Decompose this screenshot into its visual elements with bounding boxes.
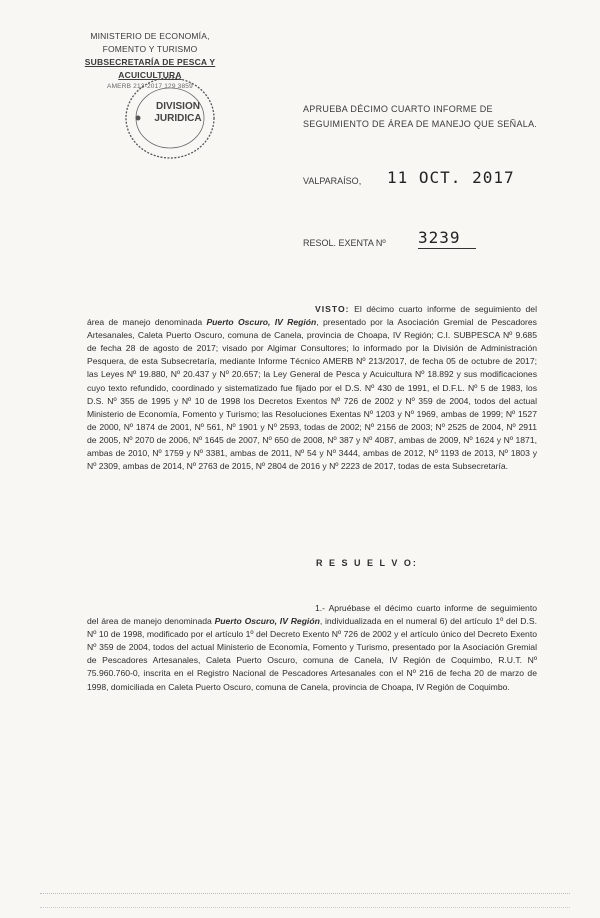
visto-paragraph <box>87 303 537 473</box>
reference-code: AMERB 213-2017 129 3859 <box>107 83 193 90</box>
resuelvo-text-1: Apruébase el décimo cuarto informe de seguimiento del área de manejo denominada <box>87 603 537 627</box>
stamp-text <box>148 101 208 125</box>
resolution-number: 3239 <box>418 228 461 247</box>
resuelvo-paragraph-1 <box>87 602 537 694</box>
place-label: VALPARAÍSO, <box>303 176 362 186</box>
resuelvo-heading: R E S U E L V O: <box>316 558 418 568</box>
stamp-line-2: JURIDICA <box>154 113 202 124</box>
ministry-line-2: FOMENTO Y TURISMO <box>102 44 198 54</box>
division-juridica-stamp <box>118 73 218 163</box>
stamp-line-1: DIVISION <box>156 101 200 112</box>
resolution-label: RESOL. EXENTA Nº <box>303 238 386 248</box>
bottom-divider-2 <box>40 907 570 908</box>
date-stamp: 11 OCT. 2017 <box>387 168 515 187</box>
resolution-underline <box>418 248 476 249</box>
resuelvo-area-name: Puerto Oscuro, IV Región <box>214 616 320 627</box>
ministry-line-1: MINISTERIO DE ECONOMÍA, <box>90 31 210 41</box>
subsecretaria-line: SUBSECRETARÍA DE PESCA Y ACUICULTURA <box>84 57 216 80</box>
visto-area-name: Puerto Oscuro, IV Región <box>206 317 317 328</box>
visto-text-1: El décimo cuarto informe de seguimiento del área de manejo denominada <box>87 304 537 328</box>
resuelvo-number: 1.- <box>315 603 326 613</box>
resuelvo-text-2: , individualizada en el numeral 6) del artículo 1º del D.S. Nº 10 de 1998, modificado por el artículo 1º del Decreto Exento Nº 726 de 2002 y el artículo único del Decreto Exento Nº 359 de 2004, todos del actual Ministerio de Economía, Fomento y Turismo, presentado por la Asociación Gremial de Pescadores Artesanales, Caleta Puerto Oscuro, comuna de Canela, IV Región de Coquimbo, R.U.T. Nº 75.960.760-0, inscrita en el Registro Nacional de Pescadores Artesanales con el Nº 216 de fecha 20 de marzo de 1998, domiciliada en Caleta Puerto Oscuro, comuna de Canela, provincia de Choapa, IV Región de Coquimbo. <box>87 616 537 692</box>
bottom-divider <box>40 893 570 894</box>
visto-keyword: VISTO: <box>315 304 350 314</box>
visto-text-2: , presentado por la Asociación Gremial de Pescadores Artesanales, Caleta Puerto Oscuro, comuna de Canela, provincia de Choapa, IV Región; C.I. SUBPESCA Nº 9.685 de fecha 28 de agosto de 2017; visado por Algimar Consultores; lo informado por la División de Administración Pesquera, de esta Subsecretaría, mediante Informe Técnico AMERB Nº 213/2017, de fecha 05 de octubre de 2017; las Leyes Nº 19.880, Nº 20.437 y Nº 20.657; la Ley General de Pesca y Acuicultura Nº 18.892 y sus modificaciones cuyo texto refundido, coordinado y sistematizado fue fijado por el D.S. Nº 430 de 1991, el D.F.L. Nº 5 de 1983, los D.S. Nº 355 de 1995 y Nº 10 de 1998 los Decretos Exentos Nº 726 de 2002 y Nº 359 de 2004, todos del actual Ministerio de Economía, Fomento y Turismo; las Resoluciones Exentas Nº 1203 y Nº 1969, ambas de 1999; Nº 1527 de 2000, Nº 1874 de 2001, Nº 561, Nº 1901 y Nº 2593, todas de 2002; Nº 2156 de 2003; Nº 2525 de 2004, Nº 2911 de 2005, Nº 2070 de 2006, Nº 1645 de 2007, Nº 650 de 2008, Nº 387 y Nº 4087, ambas de 2009, Nº 1624 y Nº 1871, ambas de 2010, Nº 1759 y Nº 3381, ambas de 2011, Nº 54 y Nº 3444, ambas de 2012, Nº 1193 de 2013, Nº 1803 y Nº 2309, ambas de 2014, Nº 2763 de 2015, Nº 2804 de 2016 y Nº 2223 de 2017, todas de esta Subsecretaría. <box>87 317 537 472</box>
document-subject: APRUEBA DÉCIMO CUARTO INFORME DE SEGUIMIENTO DE ÁREA DE MANEJO QUE SEÑALA. <box>303 104 538 129</box>
